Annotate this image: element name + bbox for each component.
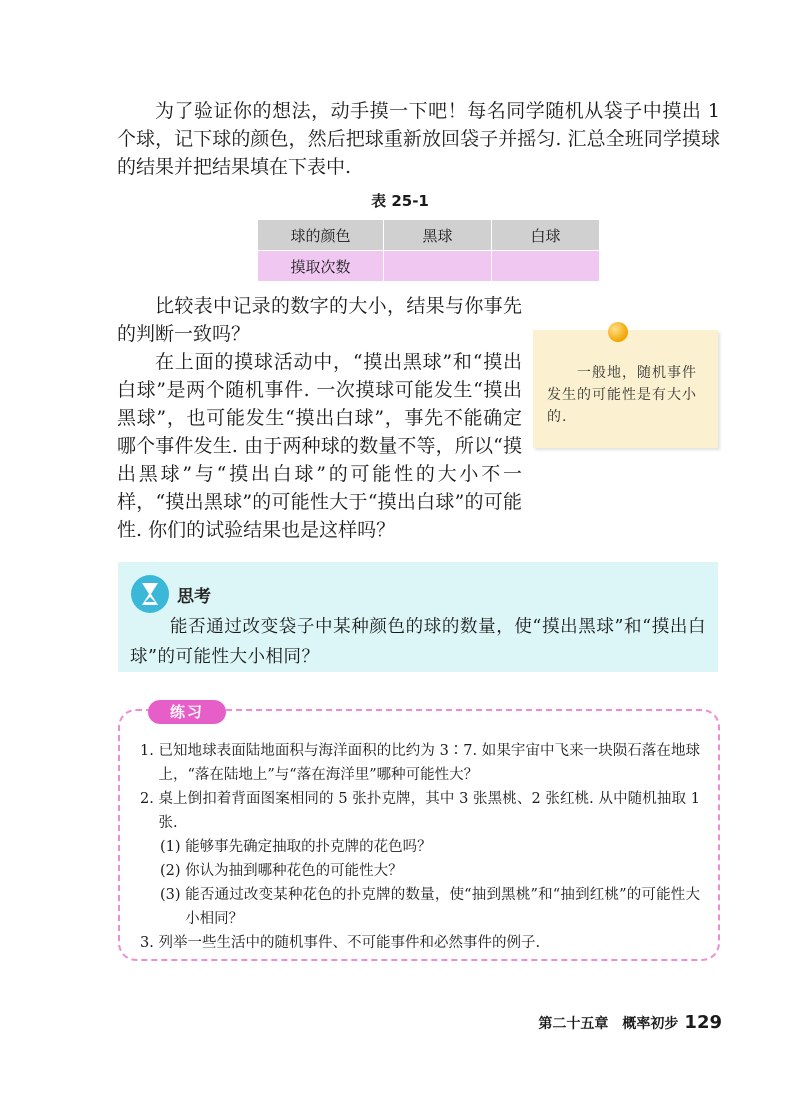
exercise-text: 列举一些生活中的随机事件、不可能事件和必然事件的例子.: [158, 935, 541, 951]
table-header-black: 黑球: [384, 220, 492, 251]
exercise-item: [140, 739, 700, 787]
exercise-text: 桌上倒扣着背面图案相同的 5 张扑克牌，其中 3 张黑桃、2 张红桃. 从中随机抽取 1 张.: [158, 791, 700, 831]
exercise-subtext: 能够事先确定抽取的扑克牌的花色吗？: [185, 839, 432, 855]
exercise-item: [140, 931, 700, 955]
chapter-title: 第二十五章 概率初步: [538, 1016, 679, 1032]
table-caption: 表 25-1: [371, 192, 429, 210]
tally-table: [257, 219, 600, 282]
exercise-number: 1.: [140, 743, 159, 759]
page-number: 129: [684, 1012, 722, 1033]
exercise-subitem: [160, 835, 700, 859]
side-note-text: 一般地，随机事件发生的可能性是有大小的.: [547, 365, 697, 425]
exercise-item: [140, 787, 700, 835]
exercise-number: 3.: [140, 935, 159, 951]
exercise-text: 已知地球表面陆地面积与海洋面积的比约为 3∶7. 如果宇宙中飞来一块陨石落在地球上，“落在陆地上”与“落在海洋里”哪种可能性大？: [158, 743, 700, 783]
page-footer: [0, 1012, 722, 1033]
compare-paragraph: 比较表中记录的数字的大小，结果与你事先的判断一致吗？: [117, 295, 522, 345]
think-text: 能否通过改变袋子中某种颜色的球的数量，使“摸出黑球”和“摸出白球”的可能性大小相同？: [130, 617, 706, 667]
think-title: 思考: [177, 587, 211, 607]
hourglass-icon: [130, 574, 170, 614]
table-header-white: 白球: [492, 220, 600, 251]
pin-icon: [608, 322, 628, 342]
exercise-subnumber: (1): [160, 839, 186, 855]
exercise-label: 练习: [148, 700, 226, 724]
table-row-label: 摸取次数: [258, 251, 384, 282]
exercise-subnumber: (3): [160, 887, 186, 903]
exercise-subtext: 你认为抽到哪种花色的可能性大？: [185, 863, 403, 879]
table-cell-black-count: [384, 251, 492, 282]
intro-paragraph: 为了验证你的想法，动手摸一下吧！每名同学随机从袋子中摸出 1 个球，记下球的颜色，然后把球重新放回袋子并摇匀. 汇总全班同学摸球的结果并把结果填在下表中.: [117, 100, 720, 178]
exercise-subtext: 能否通过改变某种花色的扑克牌的数量，使“抽到黑桃”和“抽到红桃”的可能性大小相同？: [185, 887, 700, 927]
table-header-row: [258, 220, 600, 251]
exercise-subitem: [160, 859, 700, 883]
exercise-subitem: [160, 883, 700, 931]
explain-paragraph: 在上面的摸球活动中，“摸出黑球”和“摸出白球”是两个随机事件. 一次摸球可能发生“摸出黑球”，也可能发生“摸出白球”，事先不能确定哪个事件发生. 由于两种球的数量不等，所以“摸出黑球”与“摸出白球”的可能性的大小不一样，“摸出黑球”的可能性大于“摸出白球”的可能性. 你们的试验结果也是这样吗？: [117, 351, 522, 541]
table-count-row: [258, 251, 600, 282]
table-header-color: 球的颜色: [258, 220, 384, 251]
table-cell-white-count: [492, 251, 600, 282]
exercise-subnumber: (2): [160, 863, 186, 879]
exercise-number: 2.: [140, 791, 159, 807]
